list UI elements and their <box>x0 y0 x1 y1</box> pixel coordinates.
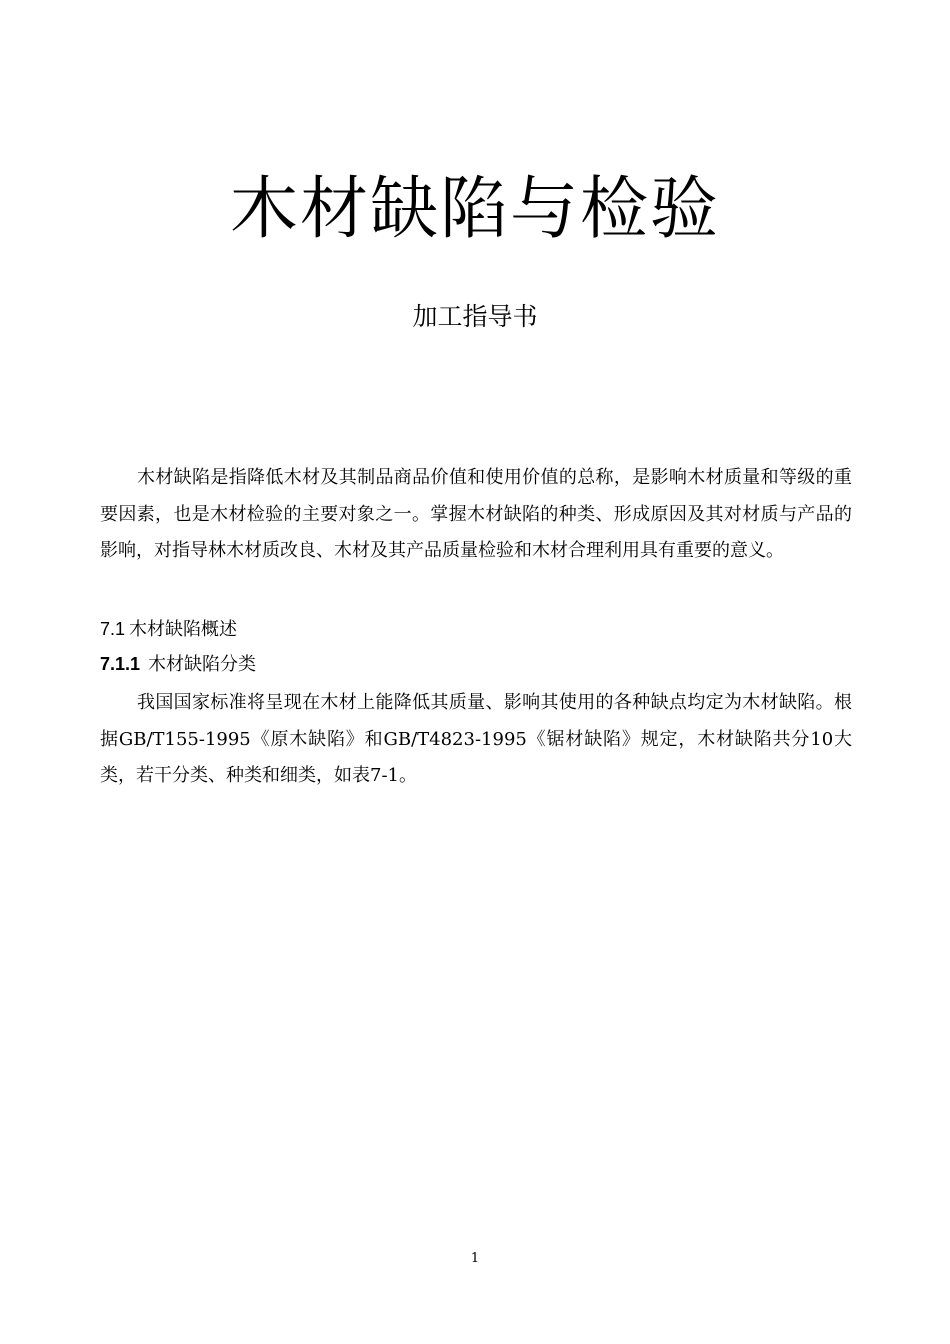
section-number: 7.1 <box>100 619 126 639</box>
document-subtitle: 加工指导书 <box>412 302 538 331</box>
intro-paragraph: 木材缺陷是指降低木材及其制品商品价值和使用价值的总称，是影响木材质量和等级的重要因素，也是木材检验的主要对象之一。掌握木材缺陷的种类、形成原因及其对材质与产品的影响，对指导林木材质改良、木材及其产品质量检验和木材合理利用具有重要的意义。 <box>100 467 852 561</box>
subsection-title: 木材缺陷分类 <box>148 654 257 675</box>
page-number: 1 <box>470 1251 480 1266</box>
subsection-number: 7.1.1 <box>100 654 141 674</box>
classification-paragraph: 我国国家标准将呈现在木材上能降低其质量、影响其使用的各种缺点均定为木材缺陷。根据GB/T155-1995《原木缺陷》和GB/T4823-1995《锯材缺陷》规定，木材缺陷共分10大类，若干分类、种类和细类，如表7-1。 <box>100 692 852 786</box>
document-title: 木材缺陷与检验 <box>229 170 720 249</box>
section-title: 木材缺陷概述 <box>129 619 238 640</box>
section-heading-7-1 <box>100 614 237 645</box>
section-heading-7-1-1 <box>100 649 256 680</box>
